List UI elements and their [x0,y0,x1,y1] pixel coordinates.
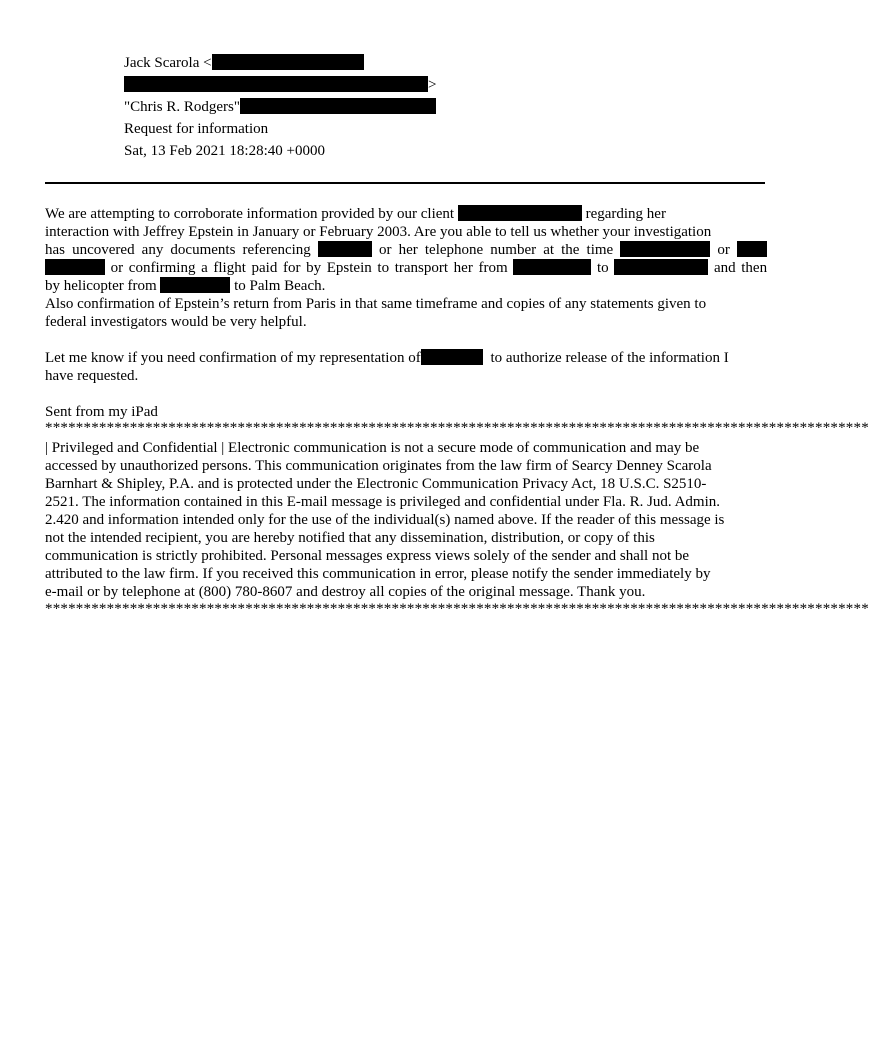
text-line: and then [713,260,768,276]
confidentiality-disclaimer [45,439,773,601]
cc-value: "Chris R. Rodgers" [124,99,241,115]
text-line: or [717,242,730,258]
signature: Sent from my iPad [45,404,158,420]
disclaimer-line: 2521. The information contained in this E-mail message is privileged and confidential under Fla. R. Jud. Admin. [45,494,721,510]
redaction-box [318,241,372,257]
text-line: We are attempting to corroborate information provided by our client [45,206,455,222]
text-line: Let me know if you need confirmation of my representation of [45,350,421,366]
text-line: to Palm Beach. [234,278,326,294]
redaction-box [458,205,582,221]
redaction-box [614,259,708,275]
redaction-box [240,98,436,114]
text-line: by helicopter from [45,278,157,294]
disclaimer-line: Barnhart & Shipley, P.A. and is protected under the Electronic Communication Privacy Act, 18 U.S.C. S2510- [45,476,707,492]
disclaimer-line: 2.420 and information intended only for the use of the individual(s) named above. If the reader of this message is [45,512,725,528]
text-line: federal investigators would be very helpful. [45,314,307,330]
redaction-box [124,76,428,92]
text-line: has uncovered any documents referencing [45,242,311,258]
redaction-box [620,241,710,257]
disclaimer-line: communication is strictly prohibited. Personal messages express views solely of the sender and shall not be [45,548,690,564]
redaction-box [212,54,364,70]
disclaimer-line: | Privileged and Confidential | Electronic communication is not a secure mode of communication and may be [45,440,700,456]
text-line: or confirming a flight paid for by Epstein to transport her from [110,260,508,276]
disclaimer-line: accessed by unauthorized persons. This communication originates from the law firm of Searcy Denney Scarola [45,458,712,474]
disclaimer-line: not the intended recipient, you are hereby notified that any dissemination, distribution, or copy of this [45,530,655,546]
text-line: Also confirmation of Epstein’s return from Paris in that same timeframe and copies of any statements given to [45,296,707,312]
text-line: to [596,260,609,276]
disclaimer-top-border: *********************************************************************************************************** [45,420,869,436]
text-line: interaction with Jeffrey Epstein in January or February 2003. Are you able to tell us whether your investigation [45,224,712,240]
message-paragraph-1 [45,205,767,331]
date-value: Sat, 13 Feb 2021 18:28:40 +0000 [124,143,325,159]
text-line: to authorize release of the information I [490,350,729,366]
subject-value: Request for information [124,121,269,137]
disclaimer-bottom-border: *********************************************************************************************************** [45,601,869,617]
text-line: regarding her [585,206,666,222]
redaction-box [513,259,591,275]
to-close: > [428,77,437,93]
text-line: or her telephone number at the time [379,242,614,258]
redaction-box [737,241,767,257]
disclaimer-line: attributed to the law firm. If you received this communication in error, please notify the sender immediately by [45,566,711,582]
redaction-box [160,277,230,293]
disclaimer-line: e-mail or by telephone at (800) 780-8607 and destroy all copies of the original message. Thank you. [45,584,646,600]
redaction-box [45,259,105,275]
from-value: Jack Scarola < [124,55,212,71]
text-line: have requested. [45,368,139,384]
message-paragraph-2 [45,349,767,385]
header-divider [45,182,765,184]
redaction-box [421,349,483,365]
